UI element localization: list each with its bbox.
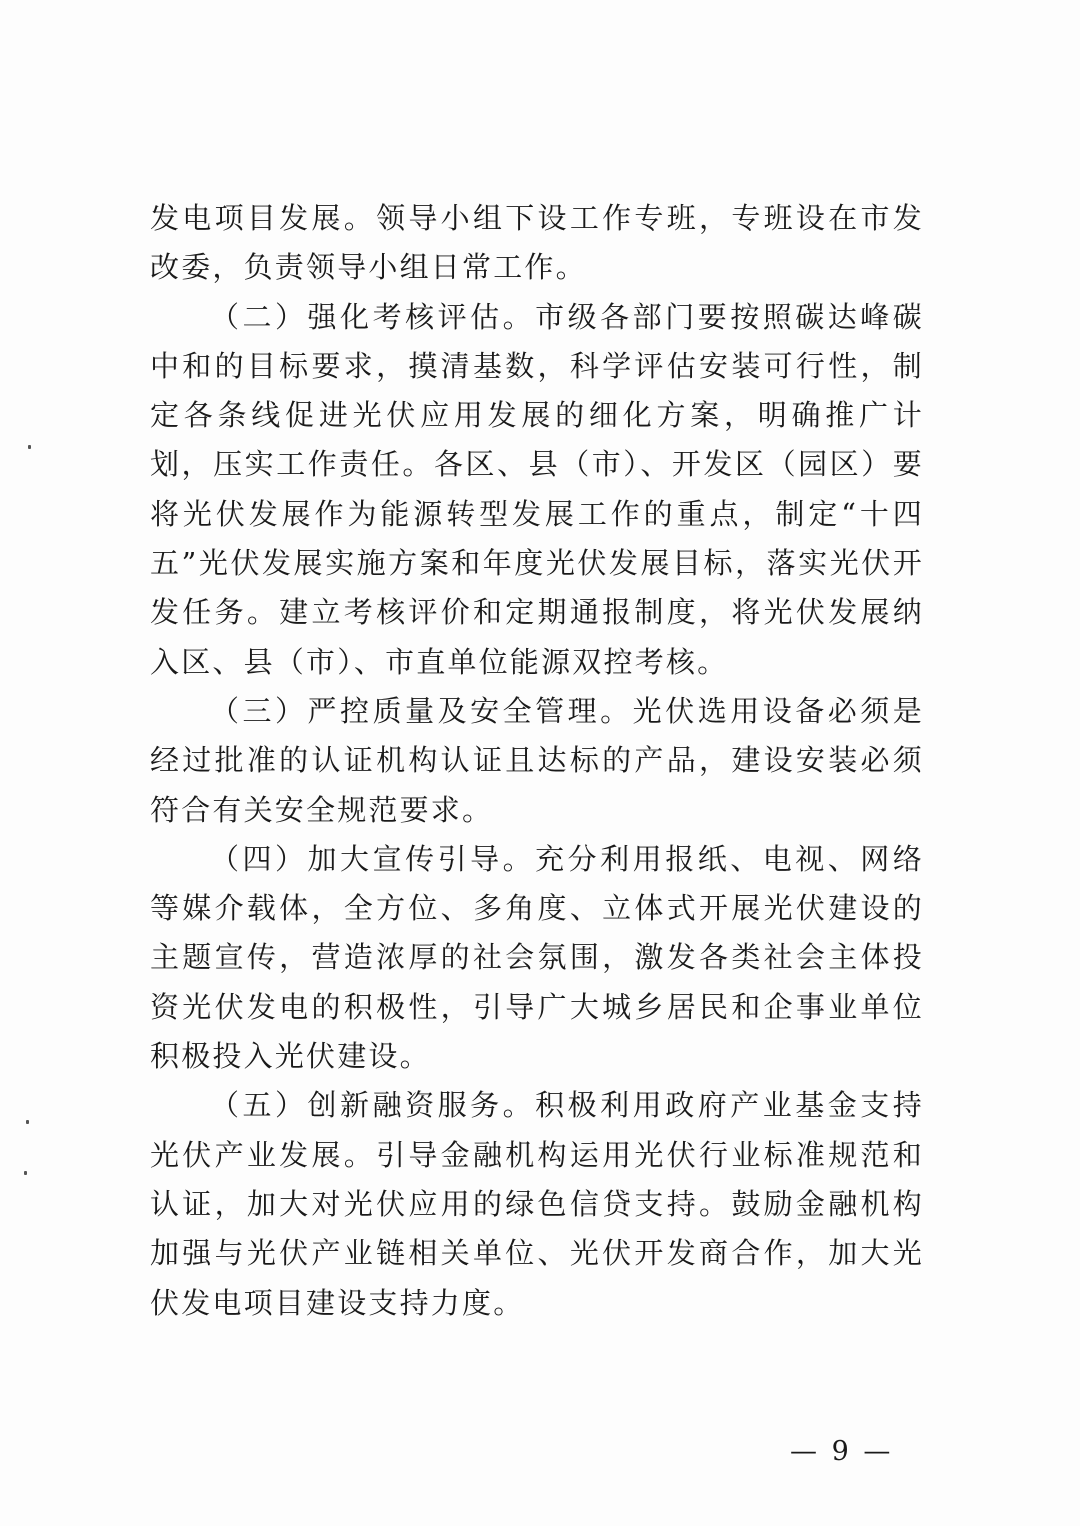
document-body xyxy=(150,194,924,1328)
scan-speck xyxy=(26,1120,29,1124)
paragraph-section-5: （五）创新融资服务。积极利用政府产业基金支持光伏产业发展。引导金融机构运用光伏行业标准规范和认证，加大对光伏应用的绿色信贷支持。鼓励金融机构加强与光伏产业链相关单位、光伏开发商合作，加大光伏发电项目建设支持力度。 xyxy=(150,1088,924,1320)
paragraph-continuation: 发电项目发展。领导小组下设工作专班，专班设在市发改委，负责领导小组日常工作。 xyxy=(150,201,924,285)
scan-speck xyxy=(24,1171,27,1175)
page-number: — 9 — xyxy=(790,1436,894,1467)
scan-speck xyxy=(28,445,31,449)
paragraph-section-3: （三）严控质量及安全管理。光伏选用设备必须是经过批准的认证机构认证且达标的产品，建设安装必须符合有关安全规范要求。 xyxy=(150,693,924,827)
paragraph-section-2: （二）强化考核评估。市级各部门要按照碳达峰碳中和的目标要求，摸清基数，科学评估安装可行性，制定各条线促进光伏应用发展的细化方案，明确推广计划，压实工作责任。各区、县（市）、开发区（园区）要将光伏发展作为能源转型发展工作的重点，制定“十四五”光伏发展实施方案和年度光伏发展目标，落实光伏开发任务。建立考核评价和定期通报制度，将光伏发展纳入区、县（市）、市直单位能源双控考核。 xyxy=(150,299,924,679)
paragraph-section-4: （四）加大宣传引导。充分利用报纸、电视、网络等媒介载体，全方位、多角度、立体式开展光伏建设的主题宣传，营造浓厚的社会氛围，激发各类社会主体投资光伏发电的积极性，引导广大城乡居民和企事业单位积极投入光伏建设。 xyxy=(150,841,924,1074)
